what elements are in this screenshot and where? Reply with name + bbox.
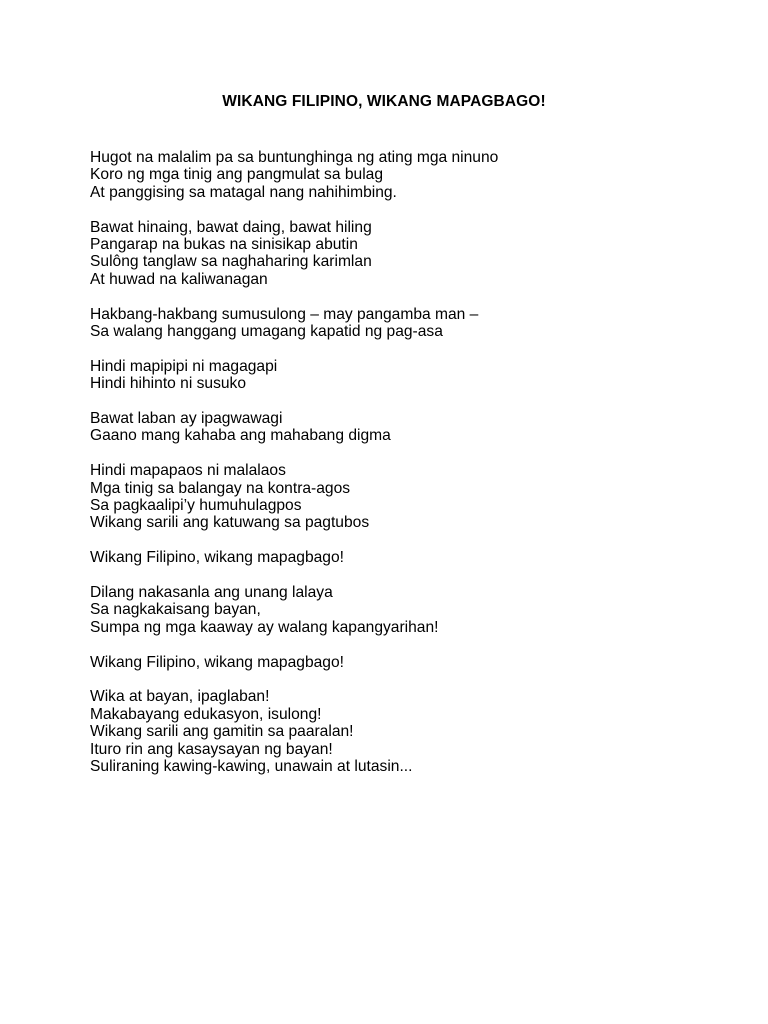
stanza — [90, 306, 730, 341]
stanza — [90, 549, 730, 566]
poem-line: Koro ng mga tinig ang pangmulat sa bulag — [90, 166, 384, 184]
poem-line: Wikang sarili ang gamitin sa paaralan! — [90, 723, 354, 741]
stanza — [90, 219, 730, 289]
stanza — [90, 149, 730, 201]
poem-line: Makabayang edukasyon, isulong! — [90, 705, 322, 723]
stanza — [90, 688, 730, 775]
stanza — [90, 410, 730, 445]
poem-line: Sa pagkaalipi’y humuhulagpos — [90, 497, 302, 515]
poem-line: Hugot na malalim pa sa buntunghinga ng ating mga ninuno — [90, 149, 499, 166]
poem-line: Hindi mapipipi ni magagapi — [90, 357, 278, 375]
stanza — [90, 654, 730, 671]
poem-line: At huwad na kaliwanagan — [90, 270, 268, 288]
poem-line: Pangarap na bukas na sinisikap abutin — [90, 236, 358, 254]
poem-line: Sa walang hanggang umagang kapatid ng pag-asa — [90, 323, 443, 341]
poem-line: Sumpa ng mga kaaway ay walang kapangyarihan! — [90, 618, 439, 636]
poem-line: Wikang Filipino, wikang mapagbago! — [90, 653, 344, 671]
stanza — [90, 358, 730, 393]
poem-line: Gaano mang kahaba ang mahabang digma — [90, 427, 391, 445]
poem-line: Dilang nakasanla ang unang lalaya — [90, 584, 333, 602]
poem-line: Hakbang-hakbang sumusulong – may pangamba man – — [90, 305, 479, 323]
poem-line: Bawat hinaing, bawat daing, bawat hiling — [90, 218, 372, 236]
poem-line: Wikang Filipino, wikang mapagbago! — [90, 549, 344, 567]
poem-title: WIKANG FILIPINO, WIKANG MAPAGBAGO! — [222, 93, 546, 110]
poem-line: Hindi hihinto ni susuko — [90, 375, 247, 393]
poem-line: At panggising sa matagal nang nahihimbing. — [90, 183, 397, 201]
poem-line: Suliraning kawing-kawing, unawain at lutasin... — [90, 758, 413, 776]
poem-line: Bawat laban ay ipagwawagi — [90, 410, 283, 428]
stanza — [90, 584, 730, 636]
poem-line: Wikang sarili ang katuwang sa pagtubos — [90, 514, 370, 532]
poem-line: Ituro rin ang kasaysayan ng bayan! — [90, 740, 333, 758]
poem-body — [90, 149, 730, 793]
stanza — [90, 462, 730, 532]
poem-line: Sa nagkakaisang bayan, — [90, 601, 261, 619]
poem-line: Wika at bayan, ipaglaban! — [90, 688, 270, 706]
poem-line: Hindi mapapaos ni malalaos — [90, 462, 286, 480]
poem-line: Mga tinig sa balangay na kontra-agos — [90, 479, 351, 497]
poem-line: Sulông tanglaw sa naghaharing karimlan — [90, 253, 372, 271]
